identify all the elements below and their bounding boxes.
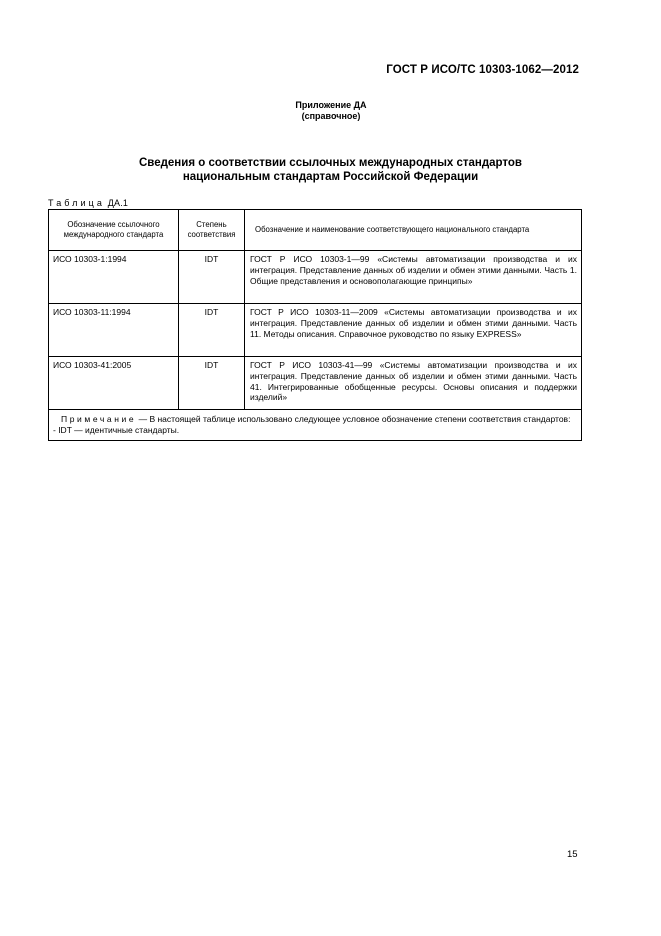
correspondence-table (48, 209, 582, 441)
section-title (0, 156, 661, 184)
page-number: 15 (567, 849, 578, 860)
appendix-heading (0, 100, 661, 122)
table-header-row (49, 210, 582, 251)
cell-national: ГОСТ Р ИСО 10303-11—2009 «Системы автоматизации производства и их интеграция. Представление данных об изделии и обмен этими данными. Часть 11. Методы описания. Справочное руководство по языку EXPRESS» (245, 304, 582, 357)
table-note-row (49, 410, 582, 441)
note-lead: Примечание (61, 414, 137, 424)
header-national-standard: Обозначение и наименование соответствующего национального стандарта (245, 210, 582, 251)
cell-reference: ИСО 10303-1:1994 (49, 251, 179, 304)
table-row (49, 304, 582, 357)
table-row (49, 357, 582, 410)
table-note (49, 410, 582, 441)
table-caption-number: ДА.1 (107, 198, 129, 208)
cell-reference: ИСО 10303-11:1994 (49, 304, 179, 357)
header-degree: Степень соответствия (179, 210, 245, 251)
cell-national: ГОСТ Р ИСО 10303-1—99 «Системы автоматизации производства и их интеграция. Представление данных об изделии и обмен этими данными. Часть 1. Общие представления и основополагающие принципы» (245, 251, 582, 304)
document-designation: ГОСТ Р ИСО/ТС 10303-1062—2012 (386, 64, 579, 76)
appendix-title: Приложение ДА (295, 100, 367, 110)
section-title-line-2: национальным стандартам Российской Федерации (182, 171, 479, 183)
cell-national: ГОСТ Р ИСО 10303-41—99 «Системы автоматизации производства и их интеграция. Представление данных об изделии и обмен этими данными. Часть 41. Интегрированные обобщенные ресурсы. Основы описания и поддержки изделий» (245, 357, 582, 410)
note-text: — В настоящей таблице использовано следующее условное обозначение степени соответствия стандартов: (138, 414, 571, 424)
header-reference-standard: Обозначение ссылочного международного стандарта (49, 210, 179, 251)
cell-degree: IDT (179, 357, 245, 410)
note-item: - IDT — идентичные стандарты. (53, 424, 180, 435)
section-title-line-1: Сведения о соответствии ссылочных международных стандартов (138, 157, 522, 169)
cell-degree: IDT (179, 251, 245, 304)
table-caption (48, 198, 128, 208)
table-row (49, 251, 582, 304)
cell-degree: IDT (179, 304, 245, 357)
table-caption-word: Таблица (48, 198, 105, 208)
cell-reference: ИСО 10303-41:2005 (49, 357, 179, 410)
appendix-subtitle: (справочное) (301, 111, 361, 121)
